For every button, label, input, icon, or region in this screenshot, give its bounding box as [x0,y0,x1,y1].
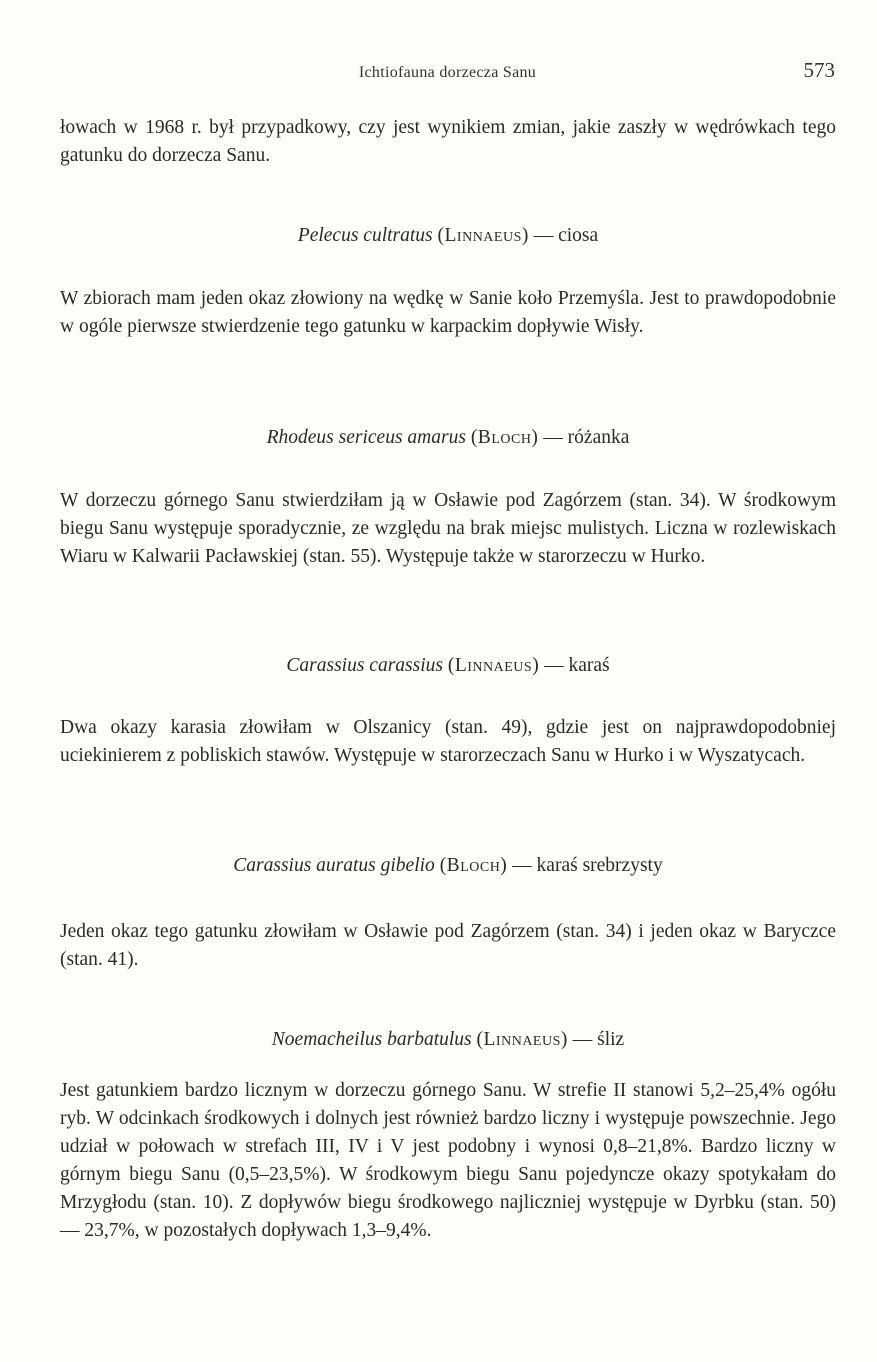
author-name: (Linnaeus) [437,225,529,246]
heading-dash: — [572,1029,593,1050]
species-body-rhodeus [60,487,836,571]
species-body-noemacheilus [60,1077,836,1245]
latin-name: Carassius auratus gibelio [233,855,435,876]
common-name: karaś srebrzysty [536,855,663,876]
species-body-carassius [60,714,836,770]
heading-dash: — [543,427,563,448]
species-heading-carassius [60,652,836,680]
intro-paragraph [60,114,836,170]
species-body-text: Jest gatunkiem bardzo licznym w dorzeczu górnego Sanu. W strefie II stanowi 5,2–25,4% ogółu ryb. W odcinkach środkowych i dolnych jest również bardzo liczny i występuje powszechnie. Jego udział w połowach w strefach III, IV i V jest podobny i wynosi 0,8–21,8%. Bardzo liczny w górnym biegu Sanu (0,5–23,5%). W środkowym biegu Sanu pojedyncze okazy spotykałam do Mrzygłodu (stan. 10). Z dopływów biegu środkowego najliczniej występuje w Dyrbku (stan. 50) — 23,7%, w pozostałych dopływach 1,3–9,4%. [60,1080,836,1241]
species-heading-gibelio [60,852,836,880]
common-name: karaś [568,655,610,676]
heading-dash: — [533,225,554,246]
running-title: Ichtiofauna dorzecza Sanu [358,64,537,81]
species-body-pelecus [60,285,836,341]
heading-dash: — [544,655,564,676]
heading-dash: — [512,855,532,876]
latin-name: Rhodeus sericeus amarus [266,427,466,448]
latin-name: Carassius carassius [286,655,443,676]
author-name: (Linnaeus) [476,1029,568,1050]
running-head [60,58,835,88]
species-heading-pelecus [60,222,836,250]
species-body-text: Dwa okazy karasia złowiłam w Olszanicy (stan. 49), gdzie jest on najprawdopodobniej uciekinierem z pobliskich stawów. Występuje w starorzeczach Sanu w Hurko i w Wyszatycach. [60,717,836,766]
species-body-gibelio [60,918,836,974]
species-body-text: W zbiorach mam jeden okaz złowiony na wędkę w Sanie koło Przemyśla. Jest to prawdopodobnie w ogóle pierwsze stwierdzenie tego gatunku w karpackim dopływie Wisły. [60,288,836,337]
species-body-text: Jeden okaz tego gatunku złowiłam w Osławie pod Zagórzem (stan. 34) i jeden okaz w Baryczce (stan. 41). [60,921,836,970]
author-name: (Linnaeus) [447,655,540,676]
common-name: śliz [597,1029,625,1050]
common-name: ciosa [558,225,599,246]
species-heading-rhodeus [60,424,836,452]
page-number: 573 [803,58,835,82]
author-name: (Bloch) [470,427,539,448]
author-name: (Bloch) [439,855,508,876]
species-heading-noemacheilus [60,1026,836,1054]
latin-name: Noemacheilus barbatulus [271,1029,472,1050]
latin-name: Pelecus cultratus [297,225,433,246]
intro-text: łowach w 1968 r. był przypadkowy, czy jest wynikiem zmian, jakie zaszły w wędrówkach tego gatunku do dorzecza Sanu. [60,117,836,166]
common-name: różanka [567,427,630,448]
species-body-text: W dorzeczu górnego Sanu stwierdziłam ją w Osławie pod Zagórzem (stan. 34). W środkowym biegu Sanu występuje sporadycznie, ze względu na brak miejsc mulistych. Liczna w rozlewiskach Wiaru w Kalwarii Pacławskiej (stan. 55). Występuje także w starorzeczu w Hurko. [60,490,836,567]
